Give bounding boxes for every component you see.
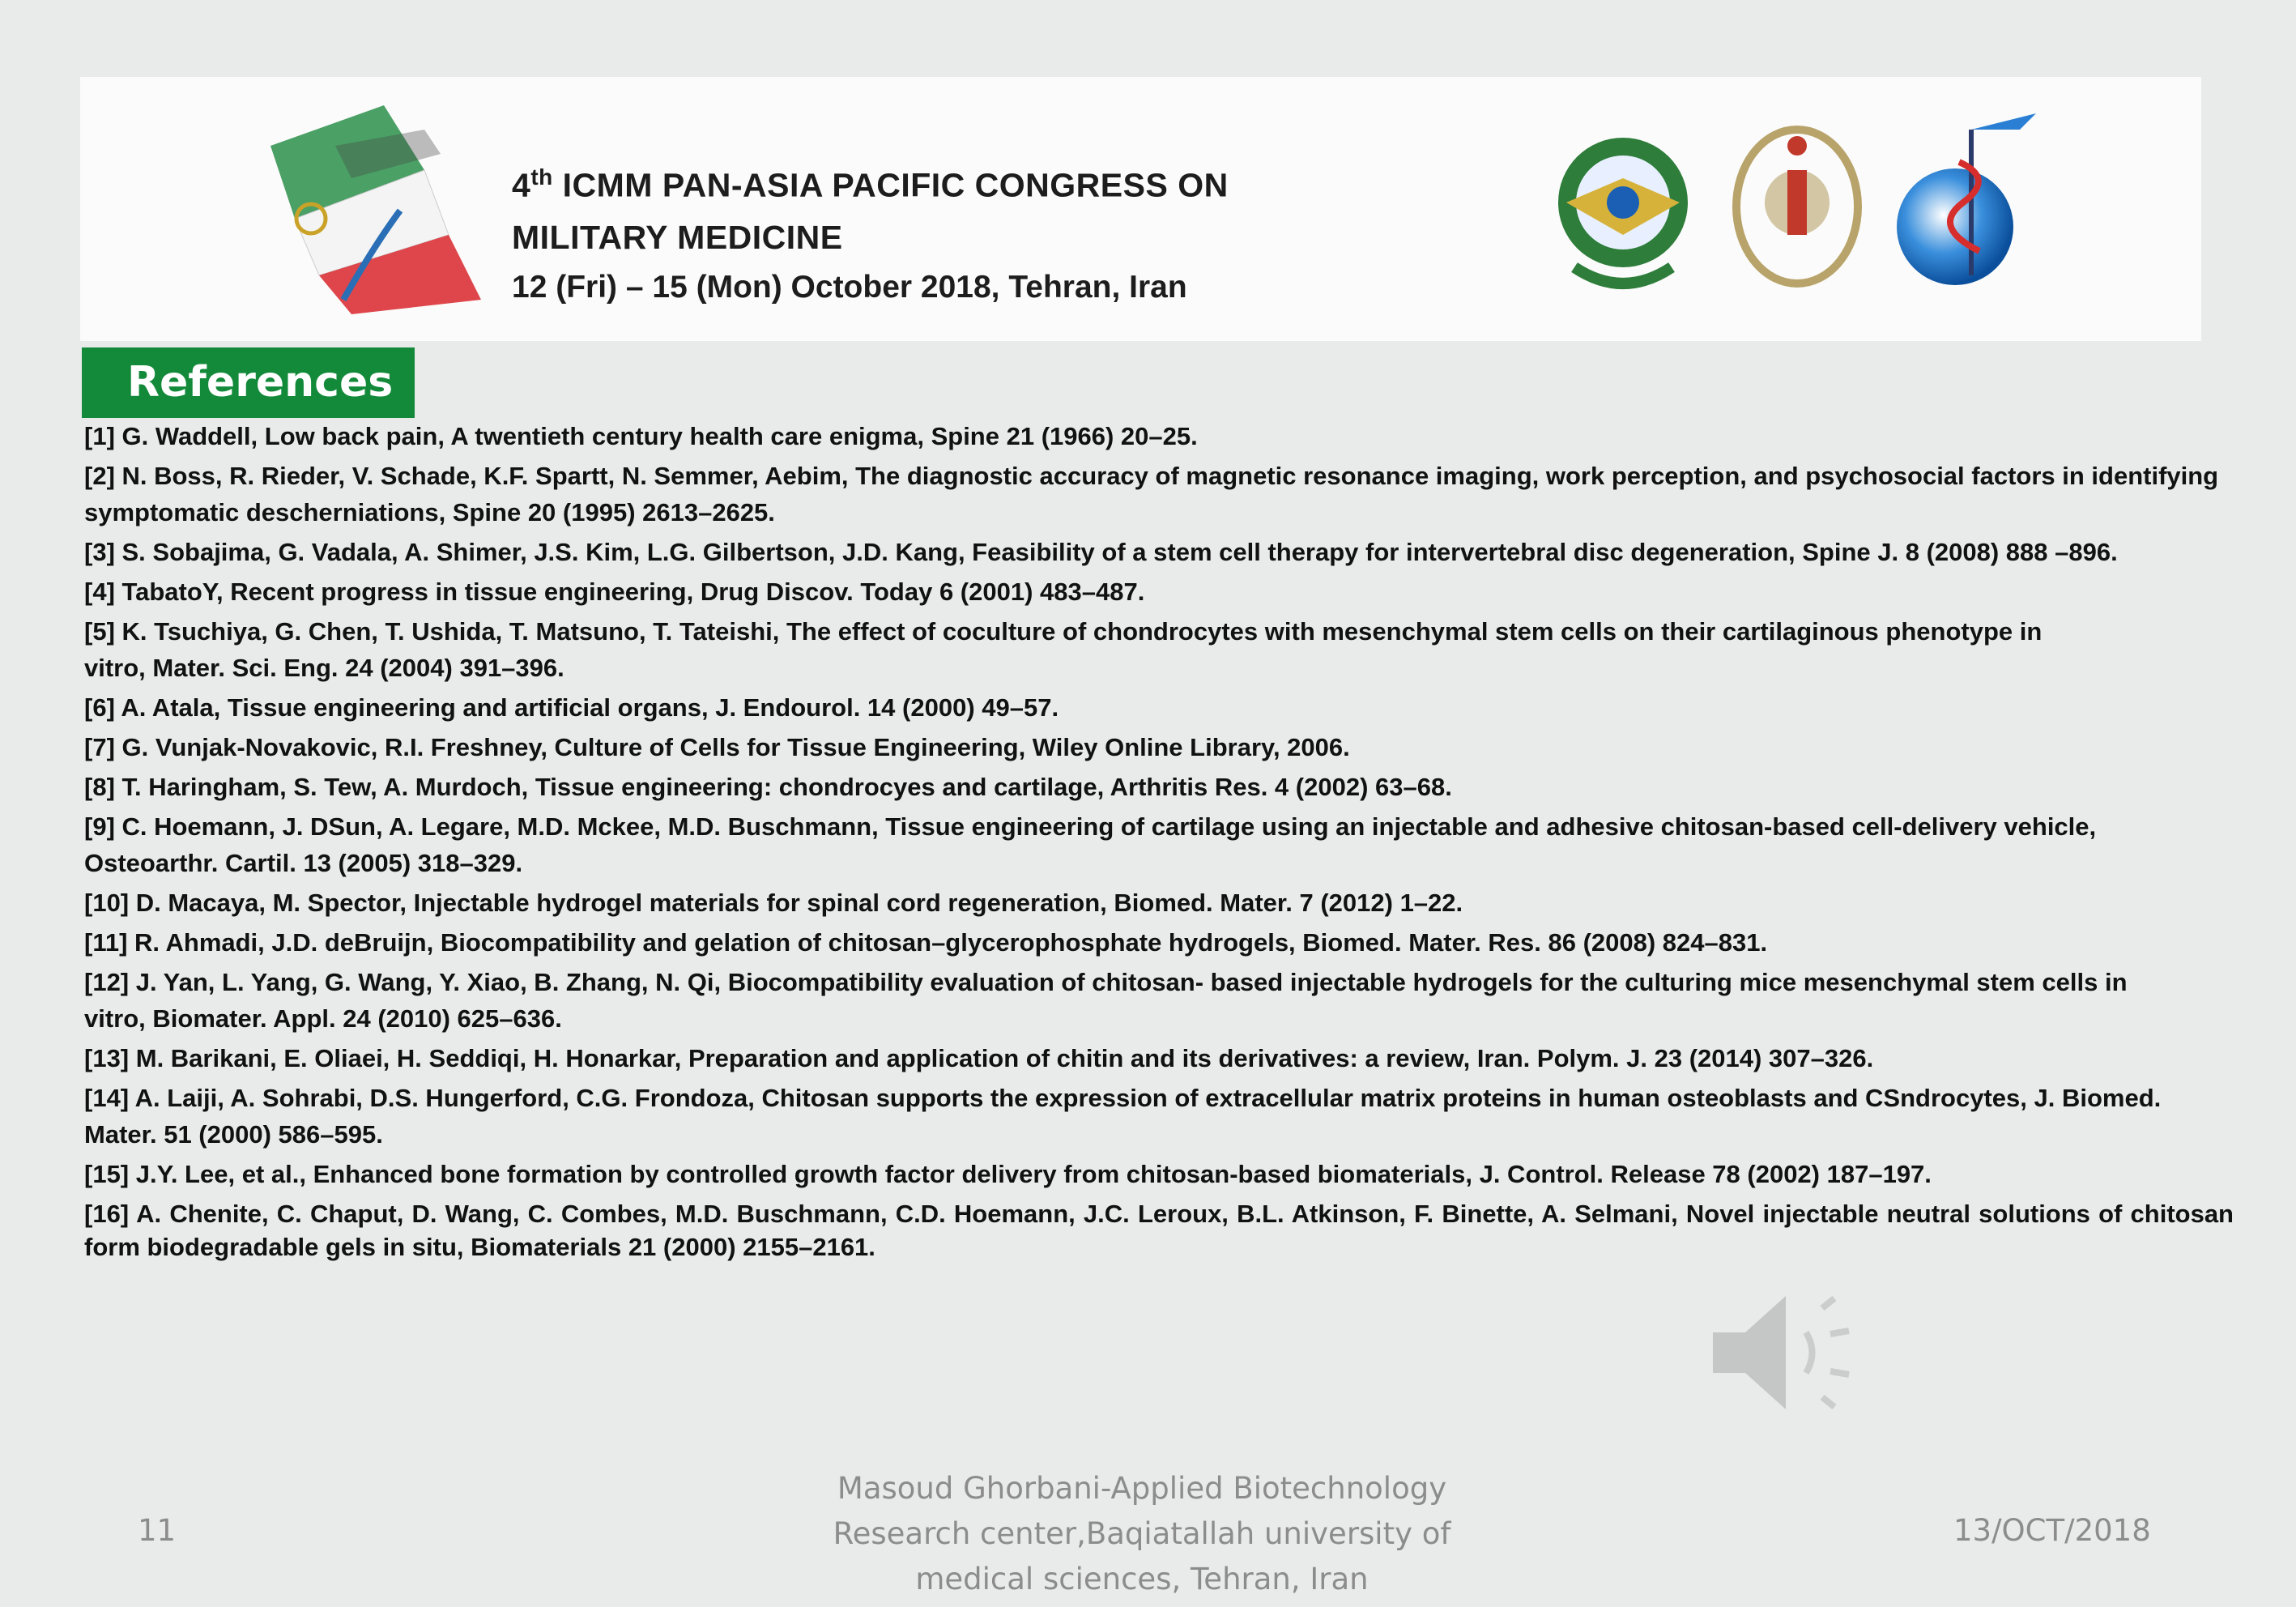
ministry-emblem-icon <box>1724 113 1870 300</box>
references-list <box>84 420 2234 1270</box>
footer-date: 13/OCT/2018 <box>1953 1513 2151 1548</box>
reference-item-continuation: vitro, Mater. Sci. Eng. 24 (2004) 391–396. <box>84 654 564 682</box>
reference-item: [15] J.Y. Lee, et al., Enhanced bone formation by controlled growth factor delivery from chitosan-based biomaterials, J. Control. Release 78 (2002) 187–197. <box>84 1160 1932 1188</box>
congress-title: 4th ICMM PAN-ASIA PACIFIC CONGRESS ON MILITARY MEDICINE <box>512 164 1229 256</box>
reference-item-continuation: Mater. 51 (2000) 586–595. <box>84 1120 383 1149</box>
congress-logo <box>262 97 489 316</box>
reference-item: [11] R. Ahmadi, J.D. deBruijn, Biocompatibility and gelation of chitosan–glycerophosphate hydrogels, Biomed. Mater. Res. 86 (2008) 824–831. <box>84 928 1768 957</box>
reference-item: [4] TabatoY, Recent progress in tissue engineering, Drug Discov. Today 6 (2001) 483–487. <box>84 578 1145 606</box>
references-heading: References <box>82 347 415 418</box>
reference-item-continuation: symptomatic descherniations, Spine 20 (1995) 2613–2625. <box>84 498 775 526</box>
reference-item: [2] N. Boss, R. Rieder, V. Schade, K.F. Spartt, N. Semmer, Aebim, The diagnostic accuracy of magnetic resonance imaging, work perception, and psychosocial factors in identifying <box>84 462 2219 490</box>
reference-item: [7] G. Vunjak-Novakovic, R.I. Freshney, Culture of Cells for Tissue Engineering, Wiley Online Library, 2006. <box>84 733 1350 761</box>
reference-item: [6] A. Atala, Tissue engineering and artificial organs, J. Endourol. 14 (2000) 49–57. <box>84 693 1059 722</box>
footer-author-line: medical sciences, Tehran, Iran <box>915 1562 1369 1596</box>
footer-author-line: Masoud Ghorbani-Applied Biotechnology <box>837 1471 1447 1506</box>
army-emblem-icon <box>1550 113 1696 300</box>
reference-item: [10] D. Macaya, M. Spector, Injectable hydrogel materials for spinal cord regeneration, Biomed. Mater. 7 (2012) 1–22. <box>84 889 1463 917</box>
reference-item: [1] G. Waddell, Low back pain, A twentieth century health care enigma, Spine 21 (1966) 20–25. <box>84 422 1198 450</box>
reference-item: [8] T. Haringham, S. Tew, A. Murdoch, Tissue engineering: chondrocyes and cartilage, Arthritis Res. 4 (2002) 63–68. <box>84 773 1452 801</box>
reference-item: [5] K. Tsuchiya, G. Chen, T. Ushida, T. Matsuno, T. Tateishi, The effect of coculture of chondrocytes with mesenchymal stem cells on their cartilaginous phenotype in <box>84 617 2043 646</box>
congress-banner <box>80 77 2201 341</box>
reference-item: [13] M. Barikani, E. Oliaei, H. Seddiqi, H. Honarkar, Preparation and application of chitin and its derivatives: a review, Iran. Polym. J. 23 (2014) 307–326. <box>84 1044 1874 1072</box>
footer-author-line: Research center,Baqiatallah university of <box>833 1516 1451 1551</box>
reference-item-continuation: Osteoarthr. Cartil. 13 (2005) 318–329. <box>84 849 523 877</box>
reference-item: [14] A. Laiji, A. Sohrabi, D.S. Hungerford, C.G. Frondoza, Chitosan supports the expression of extracellular matrix proteins in human osteoblasts and CSndrocytes, J. Biomed. <box>84 1084 2162 1112</box>
reference-item: [12] J. Yan, L. Yang, G. Wang, Y. Xiao, B. Zhang, N. Qi, Biocompatibility evaluation of chitosan- based injectable hydrogels for the culturing mice mesenchymal stem cells in <box>84 968 2128 996</box>
reference-item: [3] S. Sobajima, G. Vadala, A. Shimer, J.S. Kim, L.G. Gilbertson, J.D. Kang, Feasibility of a stem cell therapy for intervertebral disc degeneration, Spine J. 8 (2008) 888 –896. <box>84 538 2118 566</box>
reference-item: [9] C. Hoemann, J. DSun, A. Legare, M.D. Mckee, M.D. Buschmann, Tissue engineering of cartilage using an injectable and adhesive chitosan-based cell-delivery vehicle, <box>84 812 2097 841</box>
reference-item: [16] A. Chenite, C. Chaput, D. Wang, C. Combes, M.D. Buschmann, C.D. Hoemann, J.C. Leroux, B.L. Atkinson, F. Binette, A. Selmani, Novel injectable neutral solutions of chitosan form biodegradable gels in situ, Biomaterials 21 (2000) 2155–2161. <box>84 1200 2234 1261</box>
speaker-icon[interactable] <box>1705 1284 1859 1422</box>
footer-author <box>794 1466 1490 1602</box>
slide-number: 11 <box>138 1513 177 1548</box>
globe-caduceus-icon <box>1882 113 2044 300</box>
congress-date: 12 (Fri) – 15 (Mon) October 2018, Tehran, Iran <box>512 270 1187 305</box>
reference-item-continuation: vitro, Biomater. Appl. 24 (2010) 625–636. <box>84 1004 562 1033</box>
